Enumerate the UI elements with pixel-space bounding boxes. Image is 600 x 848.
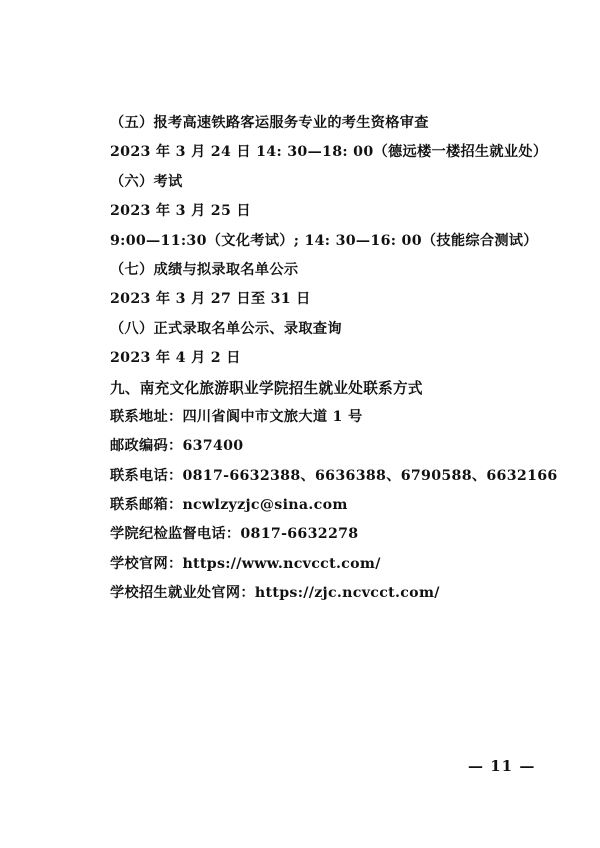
page-number: — 11 —: [468, 757, 536, 775]
schedule-exam-times: 9:00—11:30（文化考试）; 14: 30—16: 00（技能综合测试）: [110, 232, 538, 249]
contact-admissions-website: 学校招生就业处官网：https://zjc.ncvcct.com/: [110, 585, 440, 602]
contact-phone: 联系电话：0817-6632388、6636388、6790588、6632166: [110, 467, 558, 484]
section-heading-8: （八）正式录取名单公示、录取查询: [110, 320, 342, 337]
contact-address: 联系地址：四川省阆中市文旅大道 1 号: [110, 408, 363, 425]
contact-supervision-phone: 学院纪检监督电话：0817-6632278: [110, 526, 359, 543]
section-heading-6: （六）考试: [110, 173, 183, 190]
contact-postcode: 邮政编码：637400: [110, 438, 244, 455]
contact-school-website: 学校官网：https://www.ncvcct.com/: [110, 555, 381, 572]
schedule-exam-date: 2023 年 3 月 25 日: [110, 203, 251, 220]
section-heading-5: （五）报考高速铁路客运服务专业的考生资格审查: [110, 115, 429, 131]
section-heading-9-contact: 九、南充文化旅游职业学院招生就业处联系方式: [110, 379, 423, 397]
section-heading-7: （七）成绩与拟录取名单公示: [110, 261, 299, 278]
schedule-qualification-review: 2023 年 3 月 24 日 14: 30—18: 00（德远楼一楼招生就业处）: [110, 144, 548, 161]
document-body: [110, 109, 558, 609]
contact-email: 联系邮箱：ncwlzyzjc@sina.com: [110, 497, 348, 514]
schedule-results-publicity: 2023 年 3 月 27 日至 31 日: [110, 291, 311, 308]
schedule-official-admission: 2023 年 4 月 2 日: [110, 350, 241, 367]
